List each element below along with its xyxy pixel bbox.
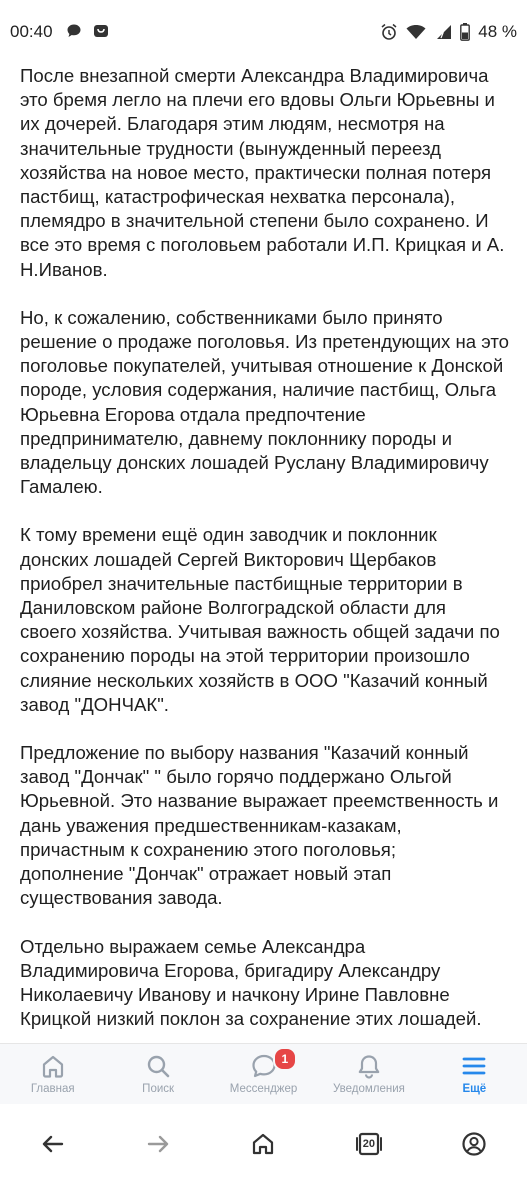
arrow-left-icon <box>40 1131 66 1157</box>
tab-home-label: Главная <box>30 1083 75 1095</box>
tab-search[interactable] <box>105 1044 210 1104</box>
tab-notifications-label: Уведомления <box>332 1083 405 1095</box>
home-outline-icon <box>250 1131 276 1157</box>
article-paragraph: Отдельно выражаем семье Александра Владимировича Егорова, бригадиру Александру Николаевичу Иванову и начкону Ирине Павловне Крицкой низкий поклон за сохранение этих лошадей. <box>20 935 482 1030</box>
bell-icon <box>355 1052 383 1080</box>
status-time: 00:40 <box>10 22 53 41</box>
back-button[interactable] <box>23 1116 83 1172</box>
tab-messenger-label: Мессенджер <box>229 1083 298 1095</box>
alarm-icon <box>380 23 398 41</box>
profile-button[interactable] <box>444 1116 504 1172</box>
article-body <box>20 64 510 1044</box>
browser-nav-bar <box>0 1104 527 1200</box>
messenger-badge: 1 <box>273 1047 297 1071</box>
wifi-icon <box>406 24 426 40</box>
search-icon <box>144 1052 172 1080</box>
tab-messenger[interactable] <box>211 1044 316 1104</box>
tab-search-label: Поиск <box>142 1083 175 1095</box>
tab-home[interactable] <box>0 1044 105 1104</box>
tab-more-label: Ещё <box>462 1083 487 1095</box>
article-paragraph: После внезапной смерти Александра Владимировича это бремя легло на плечи его вдовы Ольги Юрьевны и их дочерей. Благодаря этим людям, несмотря на значительные трудности (вынужденный переезд хозяйства на новое место, практически полная потеря пастбищ, катастрофическая нехватка персонала), племядро в значительной степени было сохранено. И все это время с поголовьем работали И.П. Крицкая и А. Н.Иванов. <box>20 65 505 280</box>
bottom-tab-bar <box>0 1043 527 1104</box>
tabs-switcher-button[interactable] <box>339 1116 399 1172</box>
battery-percent: 48 % <box>478 22 517 41</box>
article-paragraph: Предложение по выбору названия "Казачий конный завод "Дончак" " было горячо поддержано Ольгой Юрьевной. Это название выражает преемственность и дань уважения предшественникам-казакам, причастным к сохранению этого поголовья; дополнение "Дончак" отражает новый этап существования завода. <box>20 742 499 909</box>
tab-more[interactable] <box>422 1044 527 1104</box>
forward-button[interactable] <box>128 1116 188 1172</box>
article-paragraph: К тому времени ещё один заводчик и поклонник донских лошадей Сергей Викторович Щербаков приобрел значительные пастбищные территории в Даниловском районе Волгоградской области для своего хозяйства. Учитывая важность общей задачи по сохранению породы на этой территории произошло слияние нескольких хозяйств в ООО "Казачий конный завод "ДОНЧАК". <box>20 524 500 715</box>
status-notification-icons <box>66 22 110 40</box>
arrow-right-icon <box>145 1131 171 1157</box>
status-system-icons <box>380 22 517 42</box>
tabs-count: 20 <box>362 1138 375 1150</box>
home-icon <box>39 1052 67 1080</box>
shopping-bag-icon <box>92 22 110 40</box>
signal-icon <box>434 24 452 40</box>
tab-notifications[interactable] <box>316 1044 421 1104</box>
account-icon <box>461 1131 487 1157</box>
status-bar <box>0 0 527 64</box>
menu-icon <box>460 1052 488 1080</box>
home-button[interactable] <box>233 1116 293 1172</box>
chat-notification-icon <box>66 23 82 39</box>
battery-icon <box>460 23 470 41</box>
article-paragraph: Но, к сожалению, собственниками было принято решение о продаже поголовья. Из претендующих на это поголовье покупателей, учитывая отношение к Донской породе, условия содержания, наличие пастбищ, Ольга Юрьевна Егорова отдала предпочтение предпринимателю, давнему поклоннику породы и владельцу донских лошадей Руслану Владимировичу Гамалею. <box>20 306 510 498</box>
